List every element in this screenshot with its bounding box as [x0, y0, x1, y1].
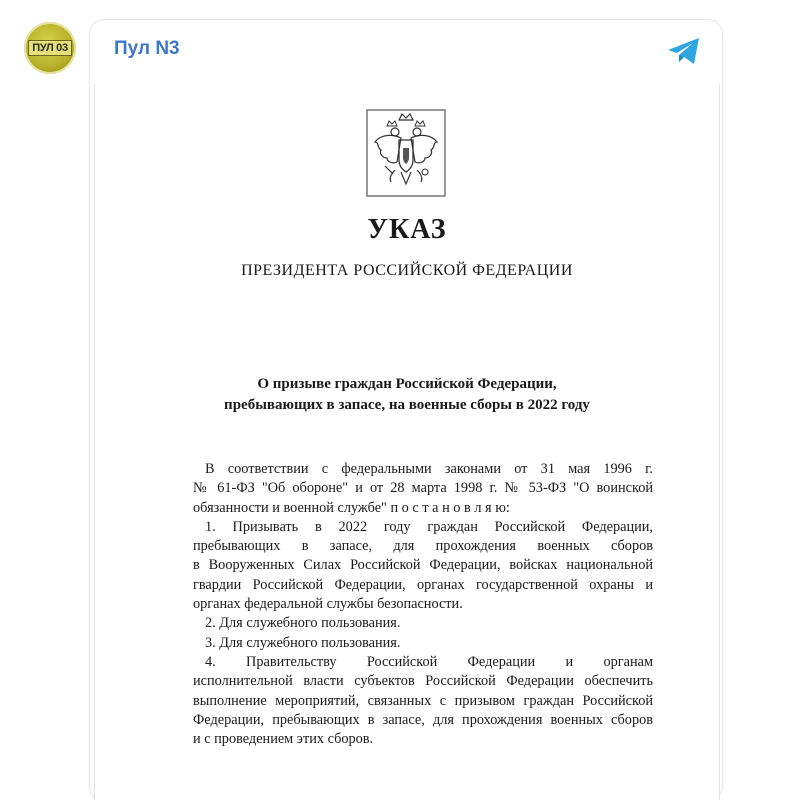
body-line: и с проведением этих сборов.: [193, 731, 374, 748]
document-subtitle: ПРЕЗИДЕНТА РОССИЙСКОЙ ФЕДЕРАЦИИ: [241, 262, 573, 279]
message-card: [90, 20, 722, 800]
body-line: 2. Для служебного пользования.: [205, 615, 401, 632]
body-line: № 61-ФЗ "Об обороне" и от 28 марта 1998 г. № 53-ФЗ "О воинской: [193, 480, 653, 497]
document-heading: [95, 374, 719, 416]
body-line: исполнительной власти субъектов Российской Федерации обеспечить: [193, 673, 653, 690]
body-line: органах федеральной службы безопасности.: [193, 596, 463, 613]
body-line: 3. Для служебного пользования.: [205, 634, 401, 651]
channel-name[interactable]: Пул N3: [114, 38, 180, 59]
body-line: Федерации, пребывающих в запасе, для прохождения военных сборов: [193, 711, 653, 728]
body-line: пребывающих в запасе, для прохождения военных сборов: [193, 538, 653, 555]
coat-of-arms-icon: [365, 108, 447, 198]
document-image[interactable]: [94, 84, 720, 800]
body-line: 4. Правительству Российской Федерации и органам: [205, 653, 653, 670]
body-line: в Вооруженных Силах Российской Федерации, войсках национальной: [193, 557, 653, 574]
channel-avatar[interactable]: [24, 22, 76, 74]
heading-line: О призыве граждан Российской Федерации,: [257, 376, 557, 392]
document-body: [193, 460, 653, 749]
heading-line: пребывающих в запасе, на военные сборы в 2022 году: [224, 397, 590, 413]
body-line: гвардии Российской Федерации, органах государственной охраны и: [193, 576, 653, 593]
body-line: обязанности и военной службе" п о с т а н о в л я ю:: [193, 499, 510, 516]
document-title: УКАЗ: [367, 214, 447, 245]
body-line: выполнение мероприятий, связанных с призывом граждан Российской: [193, 692, 653, 709]
avatar-label: ПУЛ 03: [28, 40, 72, 56]
body-line: В соответствии с федеральными законами от 31 мая 1996 г.: [205, 461, 653, 477]
telegram-icon[interactable]: [666, 36, 702, 66]
body-line: 1. Призывать в 2022 году граждан Российской Федерации,: [205, 518, 653, 535]
